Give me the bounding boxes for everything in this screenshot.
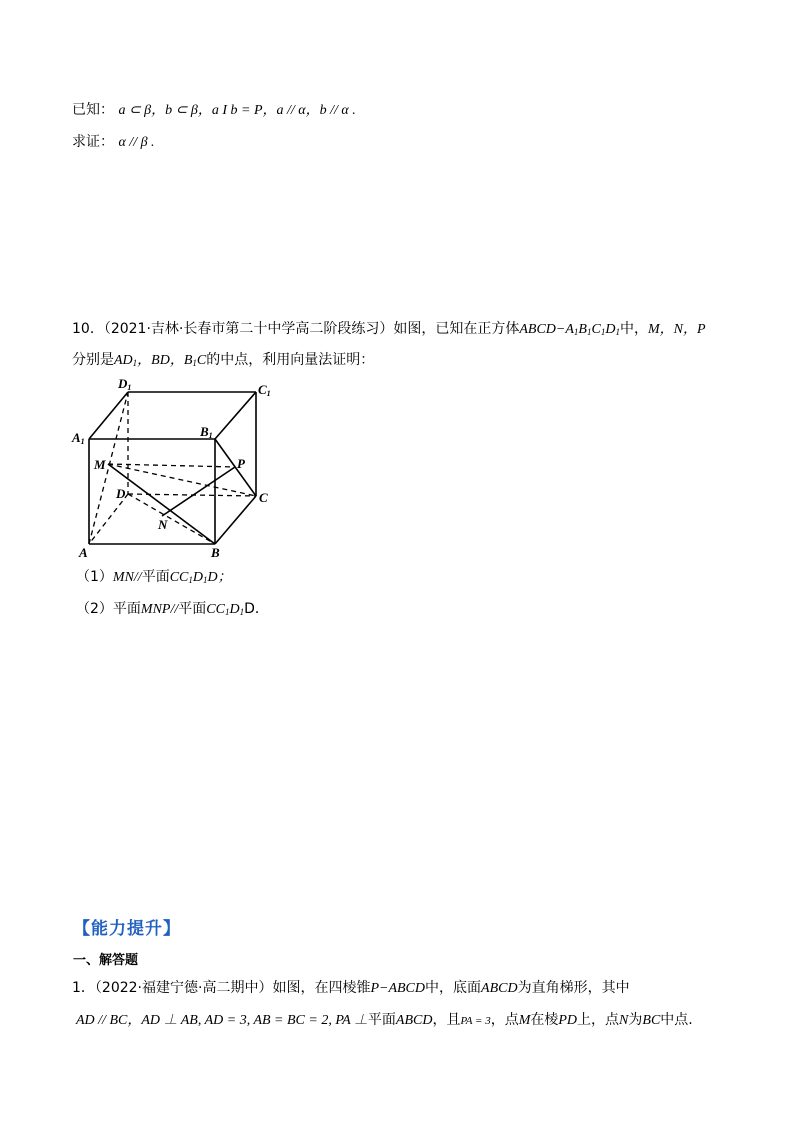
given-math: a ⊂ β，b ⊂ β，a I b = P，a // α，b // α . [118,103,356,118]
label-n: N [158,517,168,532]
prove-line [72,132,155,153]
line-mp [108,464,235,467]
q10-part2: （2）平面MNP//平面$CC_1D_1D$． [76,601,269,617]
line-np [162,467,235,516]
q10-line1 [72,319,706,342]
edge-bc [215,496,256,544]
label-c: C [259,490,268,505]
q10-mnp: M，N，P [647,322,706,337]
label-b: B [211,545,220,558]
given-label: 已知： [72,102,114,118]
q10-line2 [72,350,374,373]
q10-midpoint-text: 的中点，利用向量法证明： [206,352,375,368]
edge-da [89,494,128,544]
q10-number: 10． [72,321,104,337]
q1-line2: AD // BC，AD ⊥ AB, AD = 3, AB = BC = 2, PA ⊥平面ABCD，且PA = 3，点M在棱PD上，点N为BC中点. [76,1012,693,1028]
q10-part1: （1）MN//平面$CC_1D_1D$； [76,569,232,585]
label-d: D [116,486,126,501]
edge-db [128,494,215,544]
q10-line2-text: 分别是 [72,352,114,368]
edge-b1c1 [215,392,256,439]
label-d1: D1 [118,376,132,392]
label-p: P [237,456,245,471]
label-a1: A1 [72,430,85,446]
label-c1: C1 [258,382,271,398]
q10-source: （2021·吉林·长春市第二十中学高二阶段练习）如图，已知在正方体 [103,321,520,337]
edge-a1d1 [89,392,128,439]
section-subtitle: 一、解答题 [73,953,139,968]
cube-figure [70,376,280,558]
cube-name: $ABCD-A_1B_1C_1D_1$ [519,322,620,337]
prove-math: α // β . [118,135,155,150]
label-m: M [94,457,106,472]
prove-label: 求证： [72,134,114,150]
label-a: A [79,545,88,558]
q1-line1: 1．（2022·福建宁德·高二期中）如图，在四棱锥P−ABCD中，底面ABCD为直角梯形，其中 [72,980,630,996]
section-title: 【能力提升】 [73,919,181,939]
q10-points: $AD_1$，BD，$B_1C$ [114,353,207,368]
label-b1: B1 [200,424,213,440]
given-line [72,100,356,121]
q10-in: 中， [619,321,648,337]
edge-b1c [215,439,256,496]
